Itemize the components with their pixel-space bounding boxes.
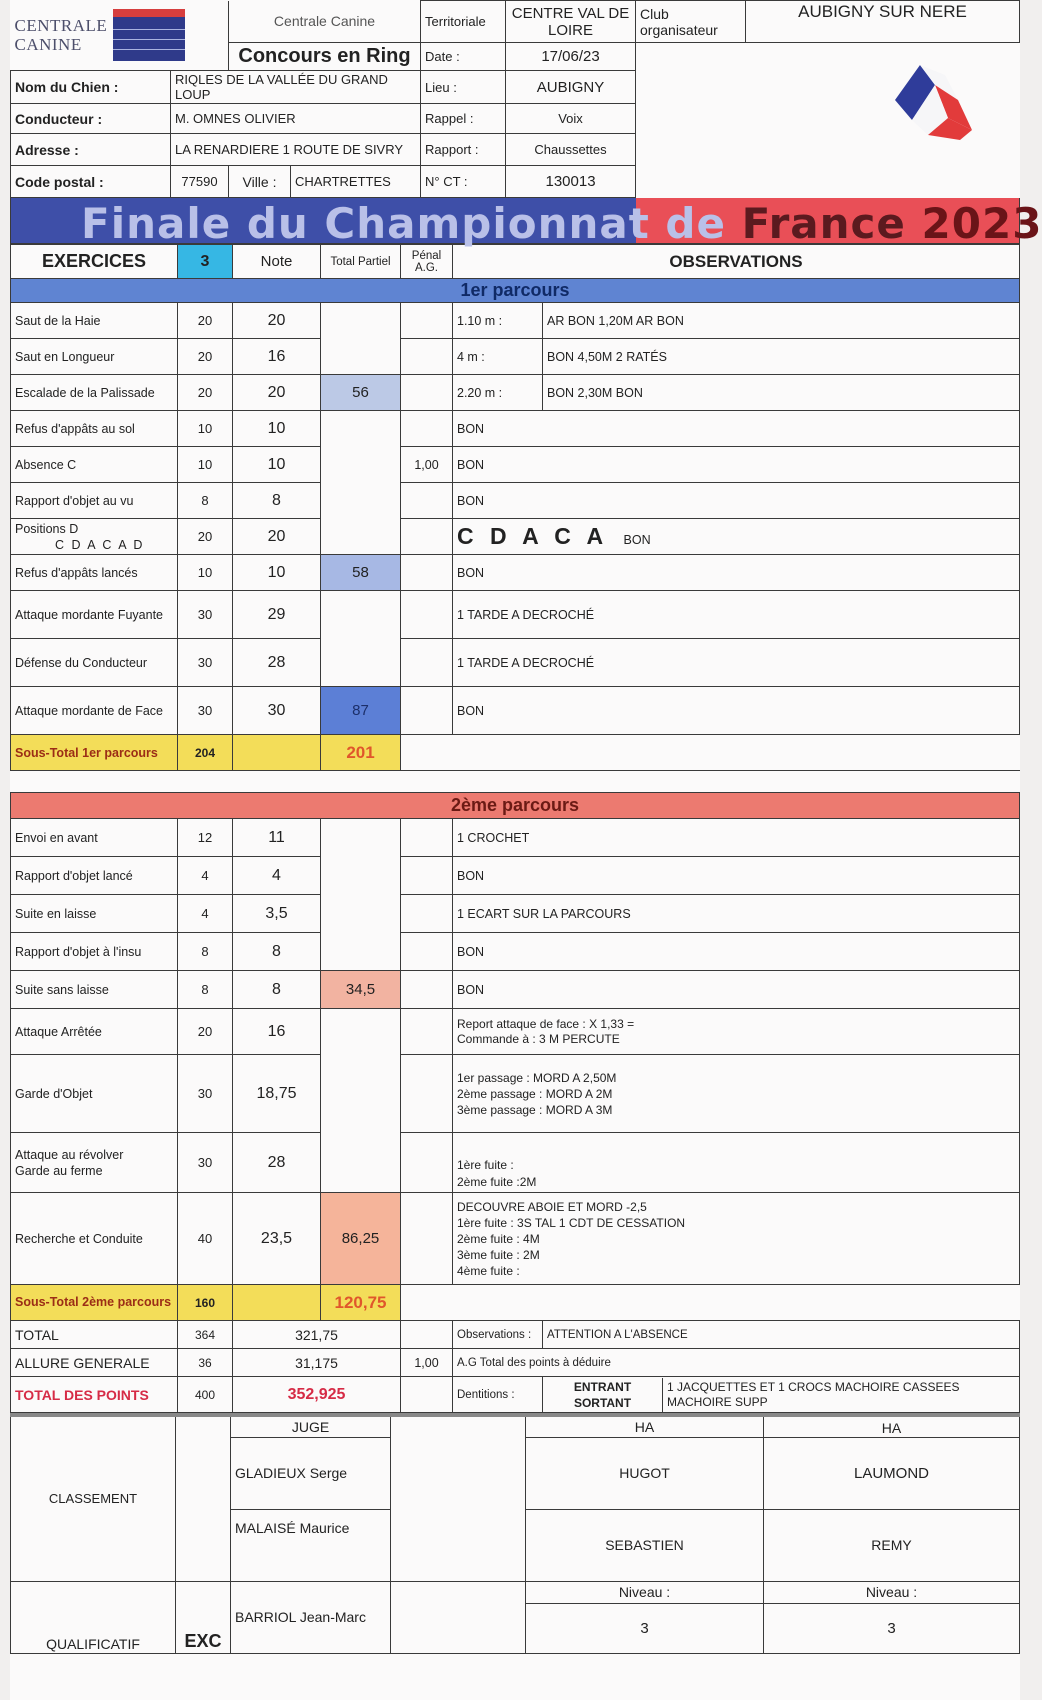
exercise-name: Refus d'appâts au sol [11,411,178,447]
exercise-name: Escalade de la Palissade [11,375,178,411]
address-label: Adresse : [11,134,171,166]
nct-value: 130013 [506,166,636,198]
exercise-penalty [401,857,453,895]
exercise-penalty [401,375,453,411]
obs-line: Commande à : 3 M PERCUTE [457,1031,620,1046]
rappel-label: Rappel : [421,104,506,134]
exercise-max: 20 [178,1009,233,1055]
exercise-max: 10 [178,555,233,591]
total-points-value: 352,925 [233,1377,401,1413]
lieu-value: AUBIGNY [506,71,636,104]
exercise-penalty [401,971,453,1009]
obs-value [453,1193,1020,1285]
qualificatif-value: EXC [176,1581,231,1653]
obs-label: 2.20 m : [453,375,543,411]
exercise-name: Attaque mordante Fuyante [11,591,178,639]
exercise-penalty [401,933,453,971]
dentitions-sortant: SORTANT [573,1395,632,1410]
obs-line: 3ème passage : MORD A 3M [457,1102,613,1117]
obs-line: 3ème fuite : 2M [457,1247,540,1262]
obs-line: Report attaque de face : X 1,33 = [457,1016,635,1031]
ha1-first-name: HUGOT [526,1437,764,1509]
total-points-max: 400 [178,1377,233,1413]
partial-empty [321,303,401,375]
ha2-niveau-label: Niveau : [764,1581,1020,1603]
partial-empty [321,591,401,687]
club-label: Club organisateur [636,1,746,43]
table-row [11,895,1020,933]
exercise-name-sub: C D A C A D [55,537,145,552]
exercise-name: Absence C [11,447,178,483]
obs-value: BON [453,857,1020,895]
col-level: 3 [178,245,233,279]
exercise-penalty [401,1009,453,1055]
table-row [11,303,1020,339]
obs-value: 1 TARDE A DECROCHÉ [453,639,1020,687]
partial-empty [321,819,401,971]
lieu-label: Lieu : [421,71,506,104]
exercise-note: 3,5 [233,895,321,933]
obs-value: BON [453,411,1020,447]
subtotal-empty [233,735,321,771]
dog-name-value: RIQLES DE LA VALLÉE DU GRAND LOUP [171,71,421,104]
obs-text: BON [623,533,651,547]
subtotal-empty [233,1285,321,1321]
obs-positions: C D A C A [457,523,609,549]
exercise-penalty [401,895,453,933]
exercise-name: Suite en laisse [11,895,178,933]
exercise-note: 11 [233,819,321,857]
partial-total: 56 [321,375,401,411]
obs-line: 2ème fuite : 4M [457,1231,540,1246]
partial-empty [321,1009,401,1193]
partial-total: 87 [321,687,401,735]
section2-title: 2ème parcours [11,793,1020,819]
table-row [11,971,1020,1009]
exercise-penalty [401,819,453,857]
exercise-name [11,519,178,555]
table-row [11,375,1020,411]
score-sheet [10,0,1042,1700]
allure-label: ALLURE GENERALE [11,1349,178,1377]
total-points-label: TOTAL DES POINTS [11,1377,178,1413]
obs-value [453,519,1020,555]
exercise-penalty [401,483,453,519]
table-row [11,819,1020,857]
table-row [11,1193,1020,1285]
exercise-max: 20 [178,519,233,555]
obs-line: 2ème fuite :2M [457,1175,537,1189]
subtotal-row-2 [11,1285,1020,1321]
header-table [10,0,1020,198]
exercise-name-sub: Garde au ferme [15,1163,103,1178]
territorial-value: CENTRE VAL DE LOIRE [506,1,636,43]
table-row [11,857,1020,895]
exercise-max: 12 [178,819,233,857]
table-row [11,1055,1020,1133]
col-note: Note [233,245,321,279]
exercise-note: 28 [233,639,321,687]
rappel-value: Voix [506,104,636,134]
exercise-max: 30 [178,591,233,639]
obs-value [453,1009,1020,1055]
nct-label: N° CT : [421,166,506,198]
exercise-name-main: Positions D [15,521,79,536]
judges-table [10,1413,1020,1654]
handler-label: Conducteur : [11,104,171,134]
classement-value [176,1415,231,1581]
exercise-max: 10 [178,447,233,483]
table-row [11,687,1020,735]
obs-value: BON [453,687,1020,735]
subtotal-label: Sous-Total 2ème parcours [11,1285,178,1321]
exercise-note: 29 [233,591,321,639]
exercise-note: 18,75 [233,1055,321,1133]
partial-total: 58 [321,555,401,591]
points-row [11,1377,1020,1413]
judge-name-2: MALAISÉ Maurice [231,1509,391,1581]
exercise-name: Envoi en avant [11,819,178,857]
exercise-name: Saut en Longueur [11,339,178,375]
exercise-name: Défense du Conducteur [11,639,178,687]
obs-label: 4 m : [453,339,543,375]
spacer [11,771,1020,793]
col-penal: Pénal A.G. [401,245,453,279]
ha2-label: HA [764,1415,1020,1437]
exercise-note: 20 [233,303,321,339]
exercise-max: 8 [178,483,233,519]
obs-line: DECOUVRE ABOIE ET MORD -2,5 [457,1199,647,1214]
exercise-max: 20 [178,303,233,339]
exercise-note: 16 [233,339,321,375]
judge-name-3: BARRIOL Jean-Marc [231,1581,391,1653]
event-title: Concours en Ring [229,43,421,71]
org-emblem [113,9,185,61]
territorial-label: Territoriale [421,1,506,43]
exercise-penalty [401,555,453,591]
exercise-max: 30 [178,1055,233,1133]
exercise-max: 4 [178,857,233,895]
table-row [11,447,1020,483]
classement-label: CLASSEMENT [11,1415,176,1581]
exercise-note: 20 [233,519,321,555]
exercise-name: Rapport d'objet au vu [11,483,178,519]
subtotal-value: 201 [321,735,401,771]
qualificatif-label: QUALIFICATIF [11,1581,176,1653]
obs-value: BON [453,447,1020,483]
ha2-last-name: REMY [764,1509,1020,1581]
subtotal-value: 120,75 [321,1285,401,1321]
exercise-note: 10 [233,447,321,483]
ha1-level: 3 [526,1603,764,1653]
table-row [11,411,1020,447]
table-row [11,1009,1020,1055]
col-exercices: EXERCICES [11,245,178,279]
col-observations: OBSERVATIONS [453,245,1020,279]
date-value: 17/06/23 [506,43,636,71]
ha2-first-name: LAUMOND [764,1437,1020,1509]
dentitions-value: 1 JACQUETTES ET 1 CROCS MACHOIRE CASSEES MACHOIRE SUPP [667,1379,960,1409]
partial-total: 34,5 [321,971,401,1009]
observations-label: Observations : [453,1321,543,1349]
exercise-name: Rapport d'objet à l'insu [11,933,178,971]
allure-value: 31,175 [233,1349,401,1377]
allure-row [11,1349,1020,1377]
postal-value: 77590 [171,166,229,198]
exercise-name: Rapport d'objet lancé [11,857,178,895]
observations-value: ATTENTION A L'ABSENCE [543,1321,1020,1349]
table-row [11,639,1020,687]
table-row [11,933,1020,971]
exercise-name-main: Attaque au révolver [15,1147,124,1162]
handler-value: M. OMNES OLIVIER [171,104,421,134]
exercise-note: 23,5 [233,1193,321,1285]
table-row [11,519,1020,555]
total-max: 364 [178,1321,233,1349]
dentitions-cell [543,1377,1020,1413]
obs-value: BON 2,30M BON [543,375,1020,411]
obs-value: 1 CROCHET [453,819,1020,857]
obs-line: 1ère fuite : 3S TAL 1 CDT DE CESSATION [457,1215,686,1230]
exercise-penalty [401,591,453,639]
obs-value: BON [453,483,1020,519]
exercise-max: 10 [178,411,233,447]
exercise-note: 28 [233,1133,321,1193]
exercise-max: 20 [178,339,233,375]
obs-value: AR BON 1,20M AR BON [543,303,1020,339]
obs-value: 1 TARDE A DECROCHÉ [453,591,1020,639]
postal-label: Code postal : [11,166,171,198]
exercise-max: 4 [178,895,233,933]
org-logo [11,1,229,71]
obs-value: BON [453,971,1020,1009]
obs-label: 1.10 m : [453,303,543,339]
col-total-partiel: Total Partiel [321,245,401,279]
obs-line: 4ème fuite : [457,1263,520,1278]
exercise-note: 16 [233,1009,321,1055]
exercise-name: Refus d'appâts lancés [11,555,178,591]
ag-deduction-text: A.G Total des points à déduire [453,1349,1020,1377]
date-label: Date : [421,43,506,71]
judge-blank-2 [391,1581,526,1653]
exercise-note: 10 [233,555,321,591]
rapport-value: Chaussettes [506,134,636,166]
exercise-penalty [401,1133,453,1193]
ville-label: Ville : [229,166,291,198]
subtotal-row-1 [11,735,1020,771]
partial-total: 86,25 [321,1193,401,1285]
exercise-note: 30 [233,687,321,735]
exercise-note: 8 [233,483,321,519]
exercise-name: Suite sans laisse [11,971,178,1009]
obs-value [453,1055,1020,1133]
points-pen [401,1377,453,1413]
exercise-penalty [401,639,453,687]
obs-value [453,1133,1020,1193]
obs-value: 1 ECART SUR LA PARCOURS [453,895,1020,933]
dog-name-label: Nom du Chien : [11,71,171,104]
exercise-penalty [401,303,453,339]
exercise-max: 40 [178,1193,233,1285]
exercise-max: 8 [178,933,233,971]
obs-value: BON 4,50M 2 RATÉS [543,339,1020,375]
obs-line: 1ère fuite : [457,1158,514,1172]
table-row [11,1133,1020,1193]
org-partial: Centrale Canine [229,1,421,43]
ha1-label: HA [526,1415,764,1437]
ha2-level: 3 [764,1603,1020,1653]
judge-blank [391,1415,526,1581]
judge-name-1: GLADIEUX Serge [231,1437,391,1509]
subtotal-blank [401,1285,1020,1321]
total-row [11,1321,1020,1349]
exercise-name: Garde d'Objet [11,1055,178,1133]
total-label: TOTAL [11,1321,178,1349]
subtotal-label: Sous-Total 1er parcours [11,735,178,771]
section1-title: 1er parcours [11,279,1020,303]
total-pen [401,1321,453,1349]
subtotal-max: 160 [178,1285,233,1321]
exercise-name: Attaque Arrêtée [11,1009,178,1055]
exercise-max: 8 [178,971,233,1009]
exercise-penalty [401,687,453,735]
obs-line: 2ème passage : MORD A 2M [457,1086,613,1101]
subtotal-max: 204 [178,735,233,771]
exercise-max: 30 [178,687,233,735]
exercise-note: 4 [233,857,321,895]
dentitions-entrant: ENTRANT [573,1379,632,1394]
table-row [11,483,1020,519]
exercise-note: 8 [233,933,321,971]
total-value: 321,75 [233,1321,401,1349]
championship-title-bar [10,198,1042,248]
exercise-penalty: 1,00 [401,447,453,483]
club-value: AUBIGNY SUR NERE [746,1,1020,43]
address-value: LA RENARDIERE 1 ROUTE DE SIVRY [171,134,421,166]
exercise-penalty [401,411,453,447]
juge-label: JUGE [231,1415,391,1437]
exercise-name: Attaque mordante de Face [11,687,178,735]
exercise-max: 20 [178,375,233,411]
championship-title: Finale du Championnat de France 2023 [81,199,1042,248]
org-name-line2: CANINE [14,35,82,55]
table-row [11,339,1020,375]
ha1-last-name: SEBASTIEN [526,1509,764,1581]
scores-table [10,244,1020,1413]
dentitions-label: Dentitions : [453,1377,543,1413]
ha1-niveau-label: Niveau : [526,1581,764,1603]
french-flag-icon [890,60,980,140]
exercise-max: 30 [178,639,233,687]
rapport-label: Rapport : [421,134,506,166]
partial-empty [321,411,401,555]
exercise-penalty [401,1193,453,1285]
allure-max: 36 [178,1349,233,1377]
obs-line: 1er passage : MORD A 2,50M [457,1070,617,1085]
exercise-note: 10 [233,411,321,447]
exercise-note: 20 [233,375,321,411]
exercise-penalty [401,519,453,555]
exercise-name: Recherche et Conduite [11,1193,178,1285]
table-row [11,591,1020,639]
exercise-name: Saut de la Haie [11,303,178,339]
allure-penalty: 1,00 [401,1349,453,1377]
exercise-max: 30 [178,1133,233,1193]
exercise-name [11,1133,178,1193]
subtotal-blank [401,735,1020,771]
table-row [11,555,1020,591]
org-name-line1: CENTRALE [14,16,108,36]
obs-value: BON [453,933,1020,971]
obs-value: BON [453,555,1020,591]
exercise-note: 8 [233,971,321,1009]
ville-value: CHARTRETTES [291,166,421,198]
exercise-penalty [401,339,453,375]
exercise-penalty [401,1055,453,1133]
